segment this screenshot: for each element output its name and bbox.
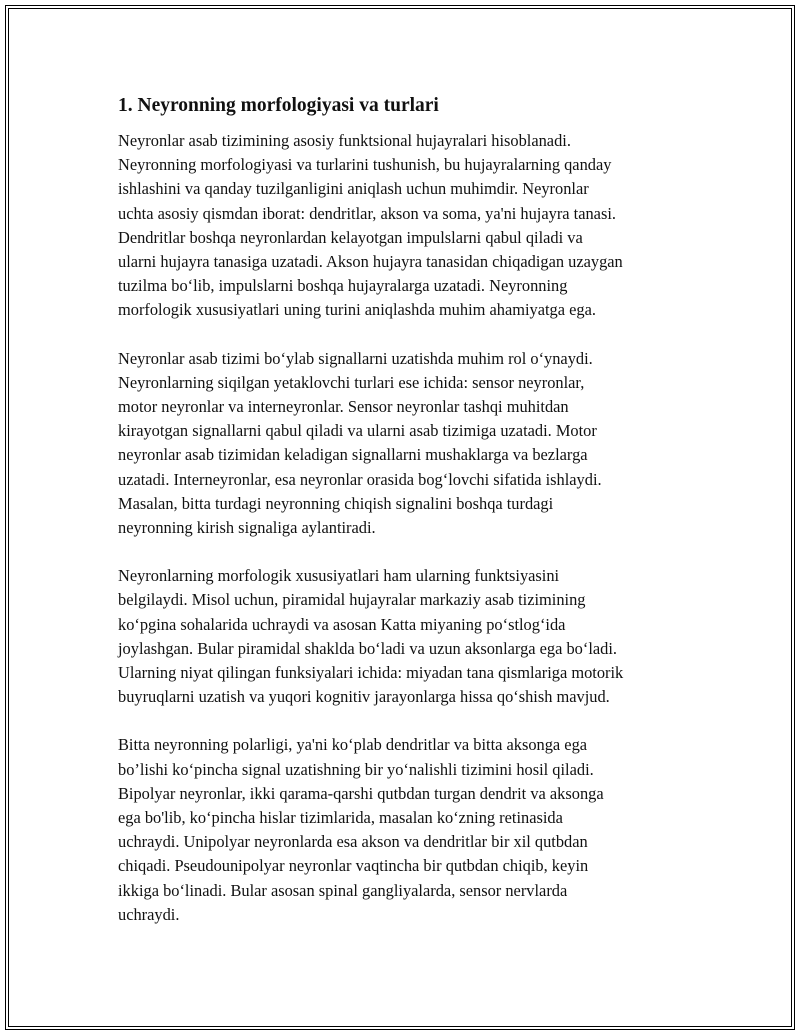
- text-line: Neyronlar asab tizimining asosiy funktsional hujayralari hisoblanadi.: [118, 131, 571, 150]
- paragraph: [118, 347, 698, 541]
- text-line: ega bo'lib, ko‘pincha hislar tizimlarida, masalan ko‘zning retinasida: [118, 808, 563, 828]
- text-line: ularni hujayra tanasiga uzatadi. Akson hujayra tanasidan chiqadigan uzaygan: [118, 252, 623, 272]
- text-line: Bipolyar neyronlar, ikki qarama-qarshi qutbdan turgan dendrit va aksonga: [118, 783, 604, 803]
- text-line: ikkiga bo‘linadi. Bular asosan spinal gangliyalarda, sensor nervlarda: [118, 880, 568, 900]
- text-line: Masalan, bitta turdagi neyronning chiqish signalini boshqa turdagi: [118, 493, 554, 513]
- text-line: Neyronlar asab tizimi bo‘ylab signallarni uzatishda muhim rol o‘ynaydi.: [118, 348, 593, 368]
- text-line: kirayotgan signallarni qabul qiladi va ularni asab tizimiga uzatadi. Motor: [118, 421, 597, 441]
- text-line: neyronning kirish signaliga aylantiradi.: [118, 518, 376, 538]
- text-line: uzatadi. Interneyronlar, esa neyronlar orasida bog‘lovchi sifatida ishlaydi.: [118, 469, 602, 489]
- text-line: neyronlar asab tizimidan keladigan signallarni mushaklarga va bezlarga: [118, 445, 588, 465]
- text-line: ishlashini va qanday tuzilganligini aniqlash uchun muhimdir. Neyronlar: [118, 179, 589, 199]
- text-line: belgilaydi. Misol uchun, piramidal hujayralar markaziy asab tizimining: [118, 590, 586, 610]
- paragraph: [118, 129, 698, 323]
- text-line: Ularning niyat qilingan funksiyalari ichida: miyadan tana qismlariga motorik: [118, 663, 624, 683]
- text-line: motor neyronlar va interneyronlar. Sensor neyronlar tashqi muhitdan: [118, 397, 569, 417]
- text-line: Neyronlarning morfologik xususiyatlari ham ularning funktsiyasini: [118, 566, 560, 586]
- text-line: uchraydi.: [118, 904, 180, 924]
- text-line: uchta asosiy qismdan iborat: dendritlar, akson va soma, ya'ni hujayra tanasi.: [118, 203, 616, 223]
- section-title: 1. Neyronning morfologiyasi va turlari: [118, 95, 439, 116]
- text-line: Neyronning morfologiyasi va turlarini tushunish, bu hujayralarning qanday: [118, 155, 612, 175]
- text-line: bo’lishi ko‘pincha signal uzatishning bir yo‘nalishli tizimini hosil qiladi.: [118, 759, 594, 779]
- text-line: chiqadi. Pseudounipolyar neyronlar vaqtincha bir qutbdan chiqib, keyin: [118, 856, 589, 876]
- text-line: morfologik xususiyatlari uning turini aniqlashda muhim ahamiyatga ega.: [118, 300, 596, 320]
- paragraph: [118, 564, 698, 709]
- text-line: buyruqlarni uzatish va yuqori kognitiv jarayonlarga hissa qo‘shish mavjud.: [118, 687, 610, 707]
- text-line: ko‘pgina sohalarida uchraydi va asosan Katta miyaning po‘stlog‘ida: [118, 614, 566, 634]
- text-line: tuzilma bo‘lib, impulslarni boshqa hujayralarga uzatadi. Neyronning: [118, 276, 568, 296]
- text-line: uchraydi. Unipolyar neyronlarda esa akson va dendritlar bir xil qutbdan: [118, 832, 588, 852]
- text-line: Dendritlar boshqa neyronlardan kelayotgan impulslarni qabul qiladi va: [118, 227, 583, 247]
- paragraph: [118, 733, 698, 927]
- text-line: Neyronlarning siqilgan yetaklovchi turlari ese ichida: sensor neyronlar,: [118, 372, 585, 392]
- document-body: [118, 92, 698, 951]
- paragraph-list: [118, 129, 698, 927]
- text-line: joylashgan. Bular piramidal shaklda bo‘ladi va uzun aksonlarga ega bo‘ladi.: [118, 638, 618, 658]
- text-line: Bitta neyronning polarligi, ya'ni ko‘plab dendritlar va bitta aksonga ega: [118, 735, 588, 755]
